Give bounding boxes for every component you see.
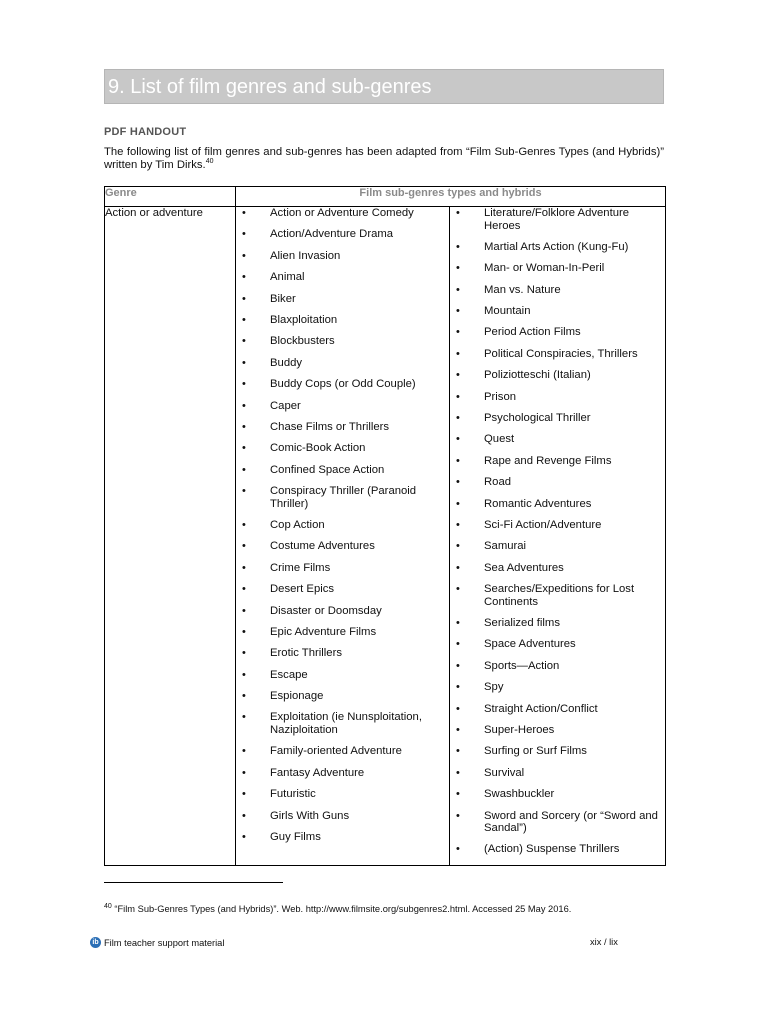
subgenre-label: Crime Films	[270, 561, 331, 574]
subgenre-label: Escape	[270, 668, 308, 681]
subgenre-item	[450, 638, 665, 651]
bullet-icon: •	[242, 378, 246, 391]
bullet-icon: •	[456, 433, 460, 446]
subgenre-label: Man- or Woman-In-Peril	[484, 262, 605, 275]
subgenre-item	[236, 357, 449, 370]
bullet-icon: •	[456, 843, 460, 856]
subgenre-item	[450, 241, 665, 254]
bullet-icon: •	[242, 788, 246, 801]
subgenre-item	[450, 519, 665, 532]
subgenre-label: Costume Adventures	[270, 540, 375, 553]
bullet-icon: •	[242, 485, 246, 498]
footnote-separator	[104, 882, 283, 883]
subgenre-label: Biker	[270, 292, 296, 305]
subgenre-label: Cop Action	[270, 518, 325, 531]
subgenre-item	[450, 412, 665, 425]
subgenre-label: Space Adventures	[484, 638, 576, 651]
header-genre: Genre	[105, 187, 236, 207]
bullet-icon: •	[242, 228, 246, 241]
bullet-icon: •	[456, 518, 460, 531]
subgenre-item	[450, 207, 665, 232]
subgenre-label: Futuristic	[270, 788, 316, 801]
bullet-icon: •	[456, 702, 460, 715]
subgenre-column-1	[236, 207, 450, 866]
bullet-icon: •	[456, 766, 460, 779]
bullet-icon: •	[242, 830, 246, 843]
subgenre-item	[450, 843, 665, 856]
bullet-icon: •	[242, 561, 246, 574]
bullet-icon: •	[456, 745, 460, 758]
bullet-icon: •	[456, 240, 460, 253]
subgenre-label: Disaster or Doomsday	[270, 604, 382, 617]
subgenre-item	[236, 228, 449, 241]
subgenre-item	[236, 810, 449, 823]
bullet-icon: •	[456, 638, 460, 651]
footnote	[104, 904, 571, 914]
bullet-icon: •	[242, 271, 246, 284]
subgenre-label: Rape and Revenge Films	[484, 454, 612, 467]
bullet-icon: •	[242, 625, 246, 638]
subgenre-label: Straight Action/Conflict	[484, 702, 598, 715]
subgenre-item	[236, 583, 449, 596]
footnote-number: 40	[104, 902, 112, 910]
bullet-icon: •	[456, 305, 460, 318]
footer-doc-title: Film teacher support material	[104, 937, 225, 948]
subgenre-item	[450, 681, 665, 694]
subgenre-item	[236, 626, 449, 639]
bullet-icon: •	[456, 207, 460, 219]
subgenre-item	[450, 455, 665, 468]
subgenre-label: Survival	[484, 766, 525, 779]
subgenre-item	[450, 810, 665, 835]
bullet-icon: •	[456, 561, 460, 574]
subgenre-item	[236, 788, 449, 801]
bullet-icon: •	[456, 809, 460, 822]
section-title-banner: 9. List of film genres and sub-genres	[104, 69, 664, 104]
bullet-icon: •	[242, 463, 246, 476]
subgenre-label: Romantic Adventures	[484, 497, 592, 510]
subgenre-item	[450, 262, 665, 275]
subgenre-label: Girls With Guns	[270, 809, 350, 822]
bullet-icon: •	[242, 249, 246, 262]
subgenre-label: Desert Epics	[270, 583, 335, 596]
subgenre-item	[450, 660, 665, 673]
bullet-icon: •	[242, 399, 246, 412]
subgenre-item	[450, 391, 665, 404]
subgenre-item	[450, 305, 665, 318]
subgenre-label: (Action) Suspense Thrillers	[484, 843, 620, 856]
subgenre-label: Caper	[270, 399, 301, 412]
subgenre-column-2	[450, 207, 666, 866]
bullet-icon: •	[242, 647, 246, 660]
subgenre-item	[236, 647, 449, 660]
subgenre-item	[450, 703, 665, 716]
subgenre-item	[236, 400, 449, 413]
subgenre-item	[450, 767, 665, 780]
subgenre-item	[450, 583, 665, 608]
subgenre-label: Epic Adventure Films	[270, 625, 377, 638]
intro-text: The following list of film genres and sub-genres has been adapted from “Film Sub-Genres Types (and Hybrids)” written by Tim Dirks.	[104, 146, 664, 171]
subgenre-label: Man vs. Nature	[484, 283, 561, 296]
subgenre-label: Erotic Thrillers	[270, 647, 342, 660]
bullet-icon: •	[242, 335, 246, 348]
subgenre-item	[236, 605, 449, 618]
subgenre-item	[450, 433, 665, 446]
subgenre-item	[236, 562, 449, 575]
subgenre-item	[236, 293, 449, 306]
handout-label: PDF HANDOUT	[104, 126, 187, 138]
subgenre-item	[236, 745, 449, 758]
footnote-text: “Film Sub-Genres Types (and Hybrids)”. Web. http://www.filmsite.org/subgenres2.html. Accessed 25 May 2016.	[111, 904, 572, 914]
subgenre-label: Road	[484, 476, 512, 489]
subgenre-item	[236, 378, 449, 391]
bullet-icon: •	[242, 690, 246, 703]
subgenre-label: Sports—Action	[484, 659, 560, 672]
bullet-icon: •	[242, 518, 246, 531]
bullet-icon: •	[242, 583, 246, 596]
bullet-icon: •	[242, 809, 246, 822]
bullet-icon: •	[456, 540, 460, 553]
subgenre-item	[236, 314, 449, 327]
bullet-icon: •	[242, 442, 246, 455]
subgenre-label: Spy	[484, 681, 504, 694]
bullet-icon: •	[242, 313, 246, 326]
subgenre-item	[236, 485, 449, 510]
subgenre-label: Confined Space Action	[270, 463, 385, 476]
bullet-icon: •	[242, 745, 246, 758]
footnote-ref[interactable]: 40	[205, 158, 214, 166]
subgenre-item	[450, 476, 665, 489]
subgenre-label: Buddy	[270, 356, 303, 369]
subgenre-label: Period Action Films	[484, 326, 581, 339]
subgenre-label: Family-oriented Adventure	[270, 745, 402, 758]
subgenre-item	[236, 690, 449, 703]
subgenre-item	[236, 831, 449, 844]
bullet-icon: •	[456, 723, 460, 736]
subgenre-item	[236, 421, 449, 434]
subgenre-label: Action or Adventure Comedy	[270, 207, 414, 219]
subgenre-item	[450, 348, 665, 361]
bullet-icon: •	[456, 476, 460, 489]
subgenre-label: Blockbusters	[270, 335, 335, 348]
subgenre-item	[236, 442, 449, 455]
subgenre-item	[450, 788, 665, 801]
subgenre-label: Prison	[484, 390, 517, 403]
subgenre-label: Buddy Cops (or Odd Couple)	[270, 378, 416, 391]
bullet-icon: •	[456, 412, 460, 425]
bullet-icon: •	[456, 659, 460, 672]
bullet-icon: •	[456, 788, 460, 801]
bullet-icon: •	[242, 668, 246, 681]
subgenre-item	[450, 724, 665, 737]
bullet-icon: •	[242, 207, 246, 219]
table-row	[105, 207, 666, 866]
subgenre-item	[450, 562, 665, 575]
intro-paragraph	[104, 146, 664, 172]
genre-table	[104, 186, 666, 866]
genre-cell: Action or adventure	[105, 207, 236, 866]
subgenre-label: Sword and Sorcery (or “Sword and Sandal”)	[484, 809, 658, 835]
subgenre-label: Comic-Book Action	[270, 442, 366, 455]
subgenre-item	[450, 326, 665, 339]
bullet-icon: •	[242, 356, 246, 369]
bullet-icon: •	[456, 369, 460, 382]
subgenre-label: Fantasy Adventure	[270, 766, 365, 779]
table-header-row	[105, 187, 666, 207]
bullet-icon: •	[456, 583, 460, 596]
subgenre-item	[450, 745, 665, 758]
subgenre-label: Political Conspiracies, Thrillers	[484, 347, 638, 360]
bullet-icon: •	[456, 497, 460, 510]
subgenre-item	[236, 767, 449, 780]
subgenre-label: Quest	[484, 433, 515, 446]
bullet-icon: •	[242, 420, 246, 433]
bullet-icon: •	[242, 604, 246, 617]
subgenre-item	[236, 271, 449, 284]
subgenre-item	[236, 540, 449, 553]
subgenre-item	[236, 669, 449, 682]
ib-logo-icon: ib	[90, 937, 101, 948]
header-subgenres: Film sub-genres types and hybrids	[236, 187, 666, 207]
subgenre-label: Mountain	[484, 305, 531, 318]
subgenre-item	[236, 207, 449, 220]
subgenre-item	[236, 464, 449, 477]
subgenre-label: Exploitation (ie Nunsploitation, Naziploitation	[270, 711, 422, 736]
subgenre-label: Chase Films or Thrillers	[270, 420, 390, 433]
subgenre-label: Animal	[270, 271, 305, 284]
subgenre-label: Searches/Expeditions for Lost Continents	[484, 583, 635, 608]
bullet-icon: •	[242, 766, 246, 779]
subgenre-label: Sci-Fi Action/Adventure	[484, 518, 602, 531]
subgenre-label: Serialized films	[484, 617, 560, 630]
bullet-icon: •	[456, 283, 460, 296]
subgenre-item	[236, 519, 449, 532]
footer-left	[90, 937, 224, 948]
bullet-icon: •	[242, 711, 246, 724]
subgenre-label: Martial Arts Action (Kung-Fu)	[484, 240, 629, 253]
page-number: xix / lix	[590, 937, 618, 947]
subgenre-item	[236, 711, 449, 736]
subgenre-item	[236, 335, 449, 348]
subgenre-label: Psychological Thriller	[484, 412, 591, 425]
subgenre-label: Sea Adventures	[484, 561, 564, 574]
bullet-icon: •	[456, 681, 460, 694]
bullet-icon: •	[456, 326, 460, 339]
subgenre-label: Surfing or Surf Films	[484, 745, 587, 758]
subgenre-item	[450, 617, 665, 630]
subgenre-label: Super-Heroes	[484, 723, 555, 736]
bullet-icon: •	[242, 292, 246, 305]
subgenre-item	[450, 540, 665, 553]
subgenre-label: Blaxploitation	[270, 313, 338, 326]
subgenre-label: Espionage	[270, 690, 324, 703]
bullet-icon: •	[242, 540, 246, 553]
subgenre-label: Conspiracy Thriller (Paranoid Thriller)	[270, 485, 417, 510]
subgenre-label: Swashbuckler	[484, 788, 555, 801]
subgenre-label: Samurai	[484, 540, 527, 553]
subgenre-item	[450, 369, 665, 382]
bullet-icon: •	[456, 347, 460, 360]
subgenre-item	[450, 284, 665, 297]
bullet-icon: •	[456, 262, 460, 275]
subgenre-item	[236, 250, 449, 263]
subgenre-label: Alien Invasion	[270, 249, 341, 262]
subgenre-label: Guy Films	[270, 830, 321, 843]
bullet-icon: •	[456, 454, 460, 467]
subgenre-label: Poliziotteschi (Italian)	[484, 369, 591, 382]
bullet-icon: •	[456, 390, 460, 403]
subgenre-item	[450, 498, 665, 511]
subgenre-label: Literature/Folklore Adventure Heroes	[484, 207, 630, 232]
subgenre-label: Action/Adventure Drama	[270, 228, 394, 241]
bullet-icon: •	[456, 617, 460, 630]
